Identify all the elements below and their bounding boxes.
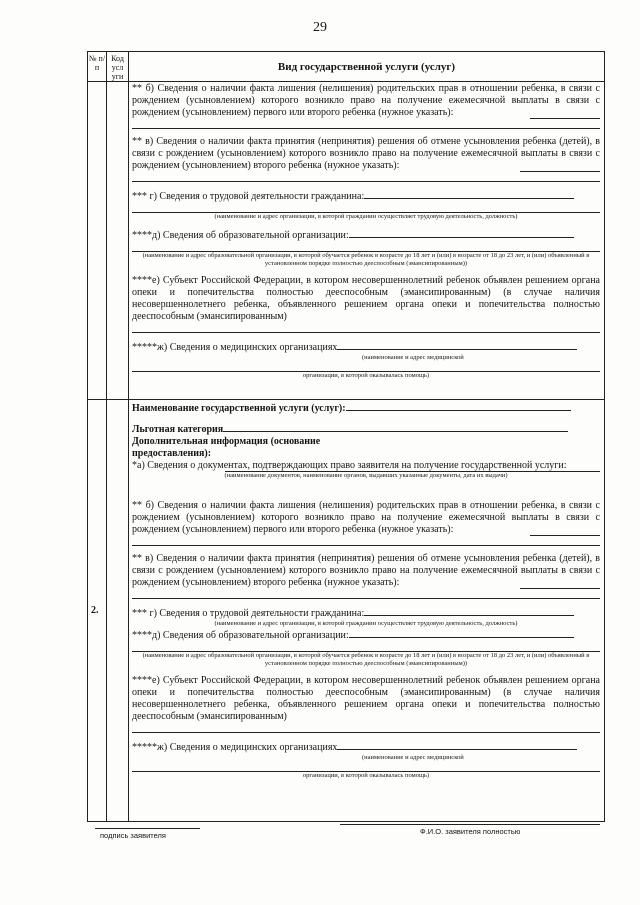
fill-line[interactable] bbox=[132, 119, 600, 129]
column-header-code: Код усл уги bbox=[107, 52, 129, 82]
employment-input-line[interactable] bbox=[364, 606, 574, 616]
row-code-cell bbox=[107, 400, 129, 822]
fill-line[interactable] bbox=[132, 642, 600, 652]
section-1-item-e: ****е) Субъект Российской Федерации, в котором несовершеннолетний ребенок объявлен решением органа опеки и попечительства полностью дееспособным (эмансипированным) (в случае наличия несовершеннолетнего ребенка, объявленного решением органа опеки и попечительства полностью дееспособным (эмансипированным) bbox=[132, 275, 600, 322]
column-header-service-type: Вид государственной услуги (услуг) bbox=[129, 52, 605, 82]
row-number-cell bbox=[88, 82, 107, 400]
additional-info-label: Дополнительная информация (основание предоставления): bbox=[132, 436, 321, 459]
section-2-item-zh: *****ж) Сведения о медицинских организациях bbox=[132, 742, 338, 753]
applicant-signature-caption: подпись заявителя bbox=[100, 831, 166, 840]
medical-caption-2: организации, в которой оказывалась помощь) bbox=[302, 372, 430, 379]
fill-line[interactable] bbox=[132, 536, 600, 546]
service-name-input-line[interactable] bbox=[346, 401, 571, 411]
fill-line[interactable] bbox=[132, 762, 600, 772]
medical-input-line[interactable] bbox=[337, 740, 577, 750]
applicant-fullname-caption: Ф.И.О. заявителя полностью bbox=[420, 827, 521, 836]
fill-line[interactable] bbox=[132, 203, 600, 213]
education-input-line[interactable] bbox=[349, 628, 574, 638]
fill-line[interactable] bbox=[132, 362, 600, 372]
fill-line[interactable] bbox=[132, 589, 600, 599]
fill-line[interactable] bbox=[132, 242, 600, 252]
employment-caption: (наименование и адрес организации, в которой гражданин осуществляет трудовую деятельность, должность) bbox=[214, 213, 518, 220]
page-number: 29 bbox=[313, 20, 327, 35]
section-1-item-d: ****д) Сведения об образовательной организации: bbox=[132, 230, 349, 241]
education-caption: (наименование и адрес образовательной организации, в которой обучается ребенок в возрасте до 18 лет и (или) в возрасте от 18 до 23 лет, и (или) объявленный в установленном порядке полностью дееспособным (эмансипированным)) bbox=[142, 652, 590, 667]
education-caption: (наименование и адрес образовательной организации, в которой обучается ребенок в возрасте до 18 лет и (или) в возрасте от 18 до 23 лет, и (или) объявленный в установленном порядке полностью дееспособным (эмансипированным)) bbox=[142, 252, 590, 267]
section-2-content bbox=[129, 400, 605, 822]
section-2-item-v: ** в) Сведения о наличии факта принятия (непринятия) решения об отмене усыновления ребенка (детей), в связи с рождением (усыновлением) которого возникло право на получение ежемесячной выплаты в связи с рождением (усыновлением) второго ребенка (нужное указать): bbox=[132, 553, 600, 588]
fill-line[interactable] bbox=[132, 723, 600, 733]
section-1-item-v: ** в) Сведения о наличии факта принятия (непринятия) решения об отмене усыновления ребенка (детей), в связи с рождением (усыновлением) которого возникло право на получение ежемесячной выплаты в связи с рождением (усыновлением) второго ребенка (нужное указать): bbox=[132, 136, 600, 171]
table-header-row bbox=[88, 52, 605, 82]
service-name-label: Наименование государственной услуги (услуг): bbox=[132, 403, 346, 414]
section-2-item-b: ** б) Сведения о наличии факта лишения (нелишения) родительских прав в отношении ребенка, в связи с рождением (усыновлением) которого возникло право на получение ежемесячной выплаты в связи с рождением (усыновлением) первого или второго ребенка (нужное указать): bbox=[132, 500, 600, 535]
medical-input-line[interactable] bbox=[337, 340, 577, 350]
medical-caption-1: (наименование и адрес медицинской bbox=[362, 354, 464, 361]
fill-line[interactable] bbox=[132, 172, 600, 182]
documents-caption: (наименование документов, наименование органов, выдавших указанные документы, дата их выдачи) bbox=[224, 472, 508, 479]
column-header-number: № п/ п bbox=[88, 52, 107, 82]
medical-caption-2: организации, в которой оказывалась помощь) bbox=[302, 772, 430, 779]
employment-caption: (наименование и адрес организации, в которой гражданин осуществляет трудовую деятельность, должность) bbox=[214, 620, 518, 627]
section-1-item-b: ** б) Сведения о наличии факта лишения (нелишения) родительских прав в отношении ребенка, в связи с рождением (усыновлением) которого возникло право на получение ежемесячной выплаты в связи с рождением (усыновлением) первого или второго ребенка (нужное указать): bbox=[132, 83, 600, 118]
services-table bbox=[87, 51, 605, 822]
section-1-item-zh: *****ж) Сведения о медицинских организациях bbox=[132, 342, 338, 353]
category-input-line[interactable] bbox=[223, 422, 568, 432]
applicant-fullname-line[interactable] bbox=[340, 824, 600, 825]
fill-line[interactable] bbox=[520, 579, 600, 589]
fill-line[interactable] bbox=[530, 526, 600, 536]
category-label: Льготная категория bbox=[132, 424, 224, 435]
row-number-2: 2. bbox=[88, 400, 107, 822]
fill-line[interactable] bbox=[530, 109, 600, 119]
section-2-item-d: ****д) Сведения об образовательной организации: bbox=[132, 630, 349, 641]
education-input-line[interactable] bbox=[349, 228, 574, 238]
section-1-content bbox=[129, 82, 605, 400]
row-code-cell bbox=[107, 82, 129, 400]
section-2-item-e: ****е) Субъект Российской Федерации, в котором несовершеннолетний ребенок объявлен решением органа опеки и попечительства полностью дееспособным (эмансипированным) (в случае наличия несовершеннолетнего ребенка, объявленного решением органа опеки и попечительства полностью дееспособным (эмансипированным) bbox=[132, 675, 600, 722]
section-1-item-g: *** г) Сведения о трудовой деятельности гражданина: bbox=[132, 191, 365, 202]
section-2-item-g: *** г) Сведения о трудовой деятельности гражданина: bbox=[132, 608, 365, 619]
section-2-item-a: *а) Сведения о документах, подтверждающих право заявителя на получение государственной услуги: bbox=[132, 460, 567, 471]
table-row-section-2 bbox=[88, 400, 605, 822]
medical-caption-1: (наименование и адрес медицинской bbox=[362, 754, 464, 761]
table-row-section-1 bbox=[88, 82, 605, 400]
fill-line[interactable] bbox=[520, 162, 600, 172]
applicant-signature-line[interactable] bbox=[95, 828, 200, 829]
fill-line[interactable] bbox=[132, 323, 600, 333]
employment-input-line[interactable] bbox=[364, 189, 574, 199]
